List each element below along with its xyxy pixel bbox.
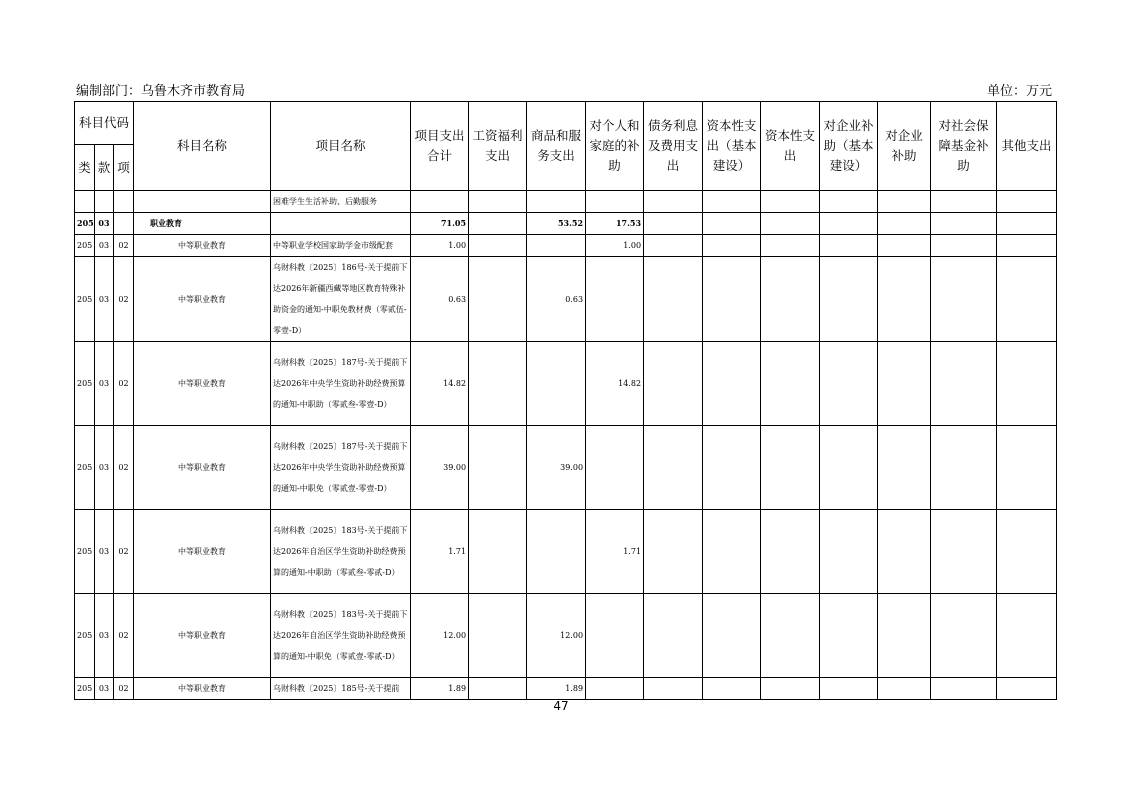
wage-cell <box>469 213 527 235</box>
social-header: 对社会保障基金补助 <box>931 102 997 191</box>
enterprise-header: 对企业补助 <box>878 102 931 191</box>
lei-cell: 205 <box>75 342 95 426</box>
xiang-cell <box>114 191 134 213</box>
xiang-cell: 02 <box>114 678 134 700</box>
subject-cell: 中等职业教育 <box>134 678 271 700</box>
budget-table <box>74 101 1057 700</box>
subject-cell: 中等职业教育 <box>134 342 271 426</box>
xiang-cell: 02 <box>114 257 134 342</box>
subject-name-header: 科目名称 <box>134 102 271 191</box>
project-cell <box>271 213 411 235</box>
table-row <box>75 257 1057 342</box>
other-header: 其他支出 <box>997 102 1057 191</box>
unit-label: 单位：万元 <box>986 84 1052 99</box>
code-group-header: 科目代码 <box>75 102 134 145</box>
wage-cell <box>469 426 527 510</box>
lei-header: 类 <box>75 145 95 191</box>
capital-header: 资本性支出 <box>761 102 820 191</box>
subject-cell: 中等职业教育 <box>134 257 271 342</box>
xiang-header: 项 <box>114 145 134 191</box>
table-row <box>75 594 1057 678</box>
goods-cell: 53.52 <box>527 213 586 235</box>
wage-cell <box>469 235 527 257</box>
table-row <box>75 235 1057 257</box>
project-cell: 乌财科教〔2025〕187号-关于提前下达2026年中央学生资助补助经费预算的通知-中职助（零贰叁-零壹-D） <box>271 342 411 426</box>
kuan-cell: 03 <box>95 257 114 342</box>
project-cell: 乌财科教〔2025〕183号-关于提前下达2026年自治区学生资助补助经费预算的通知-中职免（零贰壹-零贰-D） <box>271 594 411 678</box>
goods-cell: 1.89 <box>527 678 586 700</box>
total-cell: 1.00 <box>411 235 469 257</box>
project-cell: 中等职业学校国家助学金市级配套 <box>271 235 411 257</box>
subject-cell: 中等职业教育 <box>134 594 271 678</box>
wage-cell <box>469 510 527 594</box>
lei-cell: 205 <box>75 678 95 700</box>
lei-cell: 205 <box>75 426 95 510</box>
xiang-cell: 02 <box>114 510 134 594</box>
lei-cell: 205 <box>75 213 95 235</box>
lei-cell <box>75 191 95 213</box>
lei-cell: 205 <box>75 235 95 257</box>
table-row <box>75 678 1057 700</box>
goods-cell <box>527 342 586 426</box>
total-cell: 0.63 <box>411 257 469 342</box>
personal-cell <box>586 257 644 342</box>
page-number: 47 <box>553 699 569 713</box>
kuan-cell: 03 <box>95 235 114 257</box>
debt-header: 债务利息及费用支出 <box>644 102 703 191</box>
personal-cell: 14.82 <box>586 342 644 426</box>
table-row <box>75 510 1057 594</box>
kuan-header: 款 <box>95 145 114 191</box>
xiang-cell: 02 <box>114 235 134 257</box>
total-cell: 1.89 <box>411 678 469 700</box>
total-cell: 14.82 <box>411 342 469 426</box>
department-label: 编制部门：乌鲁木齐市教育局 <box>76 84 246 99</box>
kuan-cell: 03 <box>95 426 114 510</box>
project-cell: 乌财科教〔2025〕185号-关于提前 <box>271 678 411 700</box>
table-row <box>75 213 1057 235</box>
personal-cell: 17.53 <box>586 213 644 235</box>
wage-cell <box>469 342 527 426</box>
goods-cell: 12.00 <box>527 594 586 678</box>
table-row <box>75 342 1057 426</box>
xiang-cell: 02 <box>114 342 134 426</box>
project-cell: 乌财科教〔2025〕187号-关于提前下达2026年中央学生资助补助经费预算的通知-中职免（零贰壹-零壹-D） <box>271 426 411 510</box>
subject-cell: 中等职业教育 <box>134 235 271 257</box>
goods-cell: 0.63 <box>527 257 586 342</box>
total-cell: 71.05 <box>411 213 469 235</box>
personal-cell <box>586 191 644 213</box>
wage-cell <box>469 594 527 678</box>
capital-basic-header: 资本性支出（基本建设） <box>703 102 761 191</box>
personal-cell <box>586 678 644 700</box>
goods-cell <box>527 510 586 594</box>
wage-header: 工资福利支出 <box>469 102 527 191</box>
table-row <box>75 426 1057 510</box>
wage-cell <box>469 257 527 342</box>
project-name-header: 项目名称 <box>271 102 411 191</box>
subject-cell: 中等职业教育 <box>134 426 271 510</box>
kuan-cell: 03 <box>95 678 114 700</box>
total-cell: 39.00 <box>411 426 469 510</box>
personal-cell <box>586 426 644 510</box>
project-cell: 乌财科教〔2025〕186号-关于提前下达2026年新疆西藏等地区教育特殊补助资金的通知-中职免教材费（零贰伍-零壹-D） <box>271 257 411 342</box>
personal-cell <box>586 594 644 678</box>
kuan-cell: 03 <box>95 213 114 235</box>
wage-cell <box>469 191 527 213</box>
personal-cell: 1.00 <box>586 235 644 257</box>
kuan-cell <box>95 191 114 213</box>
kuan-cell: 03 <box>95 594 114 678</box>
personal-header: 对个人和家庭的补助 <box>586 102 644 191</box>
kuan-cell: 03 <box>95 342 114 426</box>
lei-cell: 205 <box>75 594 95 678</box>
table-header <box>75 102 1057 191</box>
subject-cell: 职业教育 <box>134 213 271 235</box>
enterprise-basic-header: 对企业补助（基本建设） <box>820 102 878 191</box>
lei-cell: 205 <box>75 257 95 342</box>
table-row <box>75 191 1057 213</box>
goods-cell <box>527 191 586 213</box>
total-header: 项目支出合计 <box>411 102 469 191</box>
total-cell <box>411 191 469 213</box>
wage-cell <box>469 678 527 700</box>
subject-cell <box>134 191 271 213</box>
xiang-cell <box>114 213 134 235</box>
kuan-cell: 03 <box>95 510 114 594</box>
goods-cell <box>527 235 586 257</box>
xiang-cell: 02 <box>114 426 134 510</box>
lei-cell: 205 <box>75 510 95 594</box>
project-cell: 乌财科教〔2025〕183号-关于提前下达2026年自治区学生资助补助经费预算的通知-中职助（零贰叁-零贰-D） <box>271 510 411 594</box>
personal-cell: 1.71 <box>586 510 644 594</box>
xiang-cell: 02 <box>114 594 134 678</box>
total-cell: 12.00 <box>411 594 469 678</box>
project-cell: 困难学生生活补助、后勤服务 <box>271 191 411 213</box>
total-cell: 1.71 <box>411 510 469 594</box>
goods-header: 商品和服务支出 <box>527 102 586 191</box>
subject-cell: 中等职业教育 <box>134 510 271 594</box>
goods-cell: 39.00 <box>527 426 586 510</box>
